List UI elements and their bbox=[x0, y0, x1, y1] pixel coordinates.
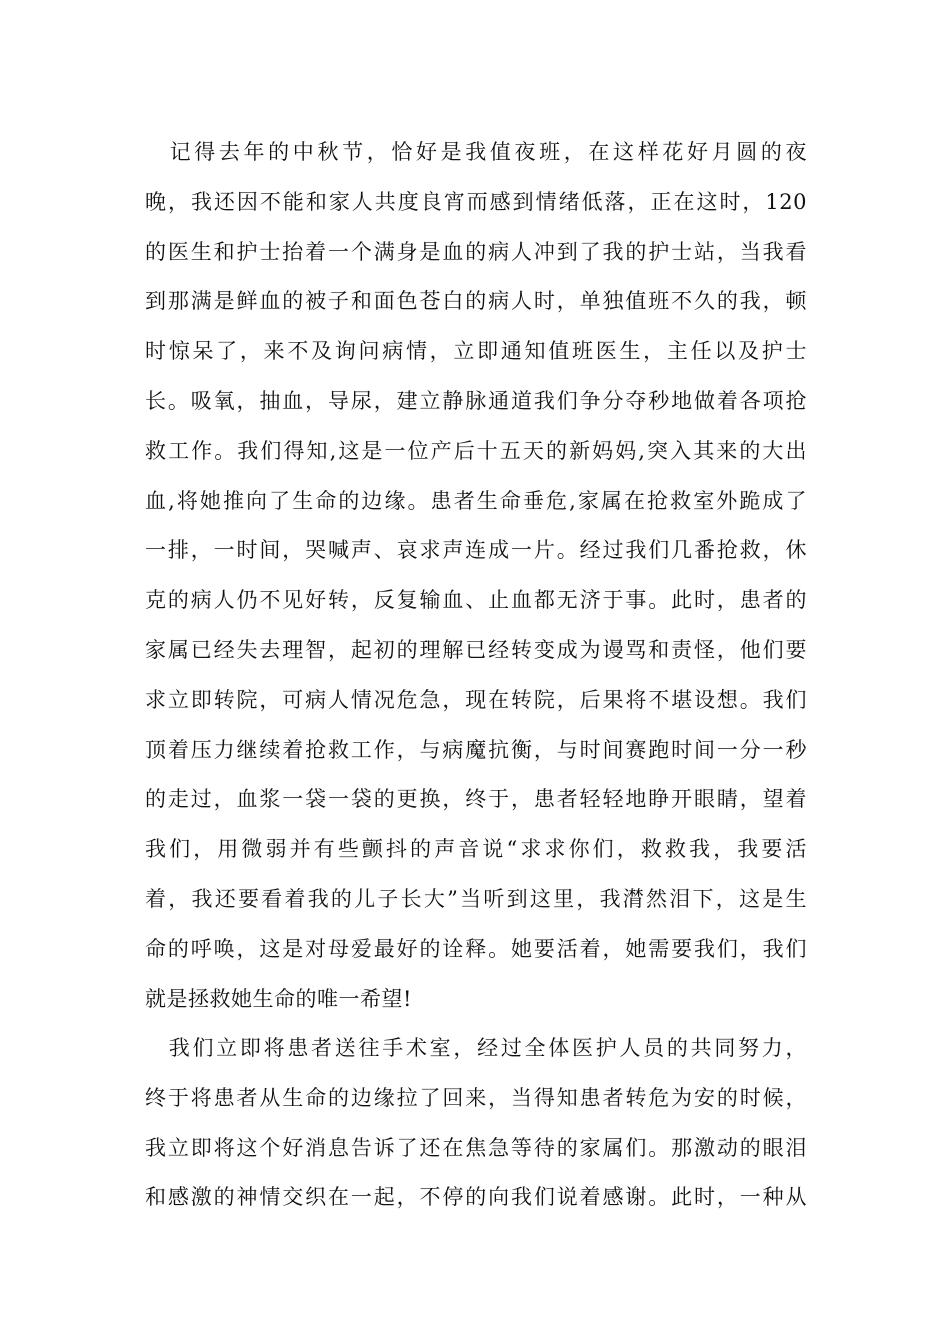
text-line: 的医生和护士抬着一个满身是血的病人冲到了我的护士站，当我看 bbox=[145, 240, 807, 264]
text-line: 长。吸氧，抽血，导尿，建立静脉通道我们争分夺秒地做着各项抢 bbox=[145, 389, 807, 413]
text-line: 我们，用微弱并有些颤抖的声音说“求求你们，救救我，我要活 bbox=[145, 837, 807, 861]
text-line: 到那满是鲜血的被子和面色苍白的病人时，单独值班不久的我，顿 bbox=[145, 289, 807, 313]
text-line: 克的病人仍不见好转，反复输血、止血都无济于事。此时，患者的 bbox=[145, 588, 807, 612]
text-line: 和感激的神情交织在一起，不停的向我们说着感谢。此时，一种从 bbox=[145, 1185, 807, 1209]
text-line: 的走过，血浆一袋一袋的更换，终于，患者轻轻地睁开眼睛，望着 bbox=[145, 787, 807, 811]
text-line: 时惊呆了，来不及询问病情，立即通知值班医生，主任以及护士 bbox=[145, 339, 807, 363]
text-line: 一排，一时间，哭喊声、哀求声连成一片。经过我们几番抢救，休 bbox=[145, 538, 807, 562]
text-line: 我立即将这个好消息告诉了还在焦急等待的家属们。那激动的眼泪 bbox=[145, 1136, 807, 1160]
text-line: 家属已经失去理智，起初的理解已经转变成为谩骂和责怪，他们要 bbox=[145, 638, 807, 662]
text-line: 顶着压力继续着抢救工作，与病魔抗衡，与时间赛跑时间一分一秒 bbox=[145, 738, 807, 762]
text-line: 着，我还要看着我的儿子长大”当听到这里，我潸然泪下，这是生 bbox=[145, 887, 807, 911]
text-line: 记得去年的中秋节，恰好是我值夜班，在这样花好月圆的夜 bbox=[145, 140, 807, 164]
text-line: 血,将她推向了生命的边缘。患者生命垂危,家属在抢救室外跪成了 bbox=[145, 489, 807, 513]
text-line: 求立即转院，可病人情况危急，现在转院，后果将不堪设想。我们 bbox=[145, 688, 807, 712]
text-line: 终于将患者从生命的边缘拉了回来，当得知患者转危为安的时候， bbox=[145, 1086, 807, 1110]
text-line: 就是拯救她生命的唯一希望! bbox=[145, 987, 412, 1011]
text-line: 晚，我还因不能和家人共度良宵而感到情绪低落，正在这时，120 bbox=[145, 190, 807, 214]
text-line: 命的呼唤，这是对母爱最好的诠释。她要活着，她需要我们，我们 bbox=[145, 937, 807, 961]
text-line: 我们立即将患者送往手术室，经过全体医护人员的共同努力， bbox=[145, 1036, 807, 1060]
text-line: 救工作。我们得知,这是一位产后十五天的新妈妈,突入其来的大出 bbox=[145, 439, 807, 463]
